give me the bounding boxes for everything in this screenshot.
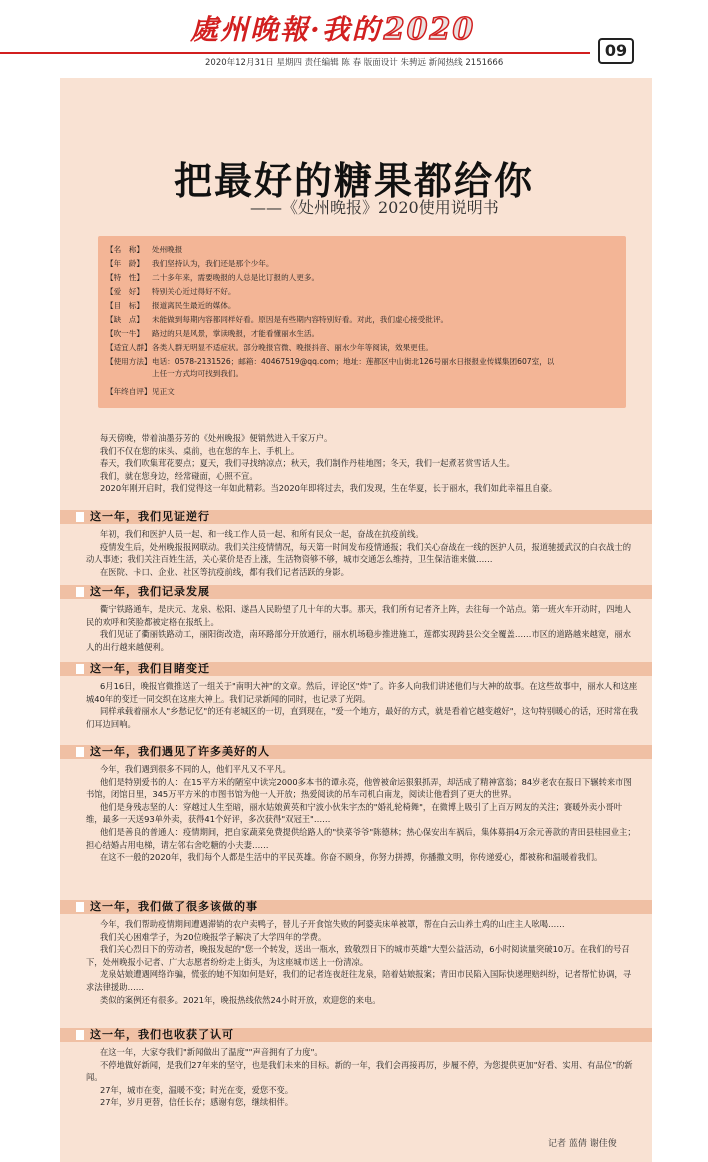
- section-paragraph: 龙泉姑娘遭遇网络诈骗，慌张的她不知如何是好，我们的记者连夜赶往龙泉，陪着姑娘报案；青田市民陷入国际快递理赔纠纷，记者帮忙协调，寻求法律援助……: [86, 969, 632, 992]
- info-key: 【特 性】: [106, 273, 144, 282]
- section-marker: [76, 664, 84, 674]
- section-heading: [60, 745, 652, 759]
- section-body: [86, 763, 638, 864]
- section-paragraph: 衢宁铁路通车，是庆元、龙泉、松阳、遂昌人民盼望了几十年的大事。那天，我们所有记者齐上阵，去往每一个站点。第一班火车开动时，四地人民的欢呼和笑脸都被定格在报纸上。: [86, 604, 632, 627]
- info-key: 【适宜人群】: [106, 343, 152, 352]
- info-row: [106, 342, 616, 353]
- section-title: 这一年，我们也收获了认可: [90, 1028, 234, 1041]
- masthead-paper: 處州晚報·: [190, 13, 322, 46]
- info-row: [106, 386, 616, 397]
- info-key: 【名 称】: [106, 245, 144, 254]
- masthead-year: 2020: [383, 12, 476, 47]
- section-paragraph: 在这不一般的2020年，我们每个人都是生活中的平民英雄。你奋不顾身，你努力拼搏，你播撒文明，你传递爱心，都被称和温暖着我们。: [100, 852, 603, 863]
- issue-line: 2020年12月31日 星期四 责任编辑 陈 春 版面设计 朱骋远 新闻热线 2151666: [205, 58, 504, 68]
- section-paragraph: 他们是善良的普通人：疫情期间，把自家蔬菜免费提供给路人的"快菜爷爷"陈德林；热心保安出车祸后，集体募捐4万余元善款的青田县桂园业主；担心结婚占用电梯，请左邻右舍吃糖的小夫妻……: [86, 826, 636, 850]
- section-paragraph: 他们是身残志坚的人：穿越过人生至暗，丽水姑娘黄英和宁波小伙朱宇杰的"婚礼轮椅舞"，在微博上吸引了上百万网友的关注；赛暖外卖小哥叶维，最多一天送93单外卖，获得41个好评，多次获得"双冠王"……: [86, 801, 623, 825]
- section-title: 这一年，我们遇见了许多美好的人: [90, 745, 270, 758]
- section-paragraph: 同样承载着丽水人"乡愁记忆"的还有老城区的一切，直到现在，"爱一个地方，最好的方式，就是看着它越变越好"，这句特别暖心的话，还时常在我们耳边回响。: [86, 706, 638, 729]
- header-rule: [0, 52, 590, 54]
- info-row: [106, 300, 616, 311]
- info-row: [106, 314, 616, 325]
- article-title: 把最好的糖果都给你: [173, 159, 534, 203]
- info-box: [98, 236, 626, 408]
- byline: 记者 蓝倩 谢佳俊: [548, 1139, 617, 1149]
- intro-paragraph: 2020年刚开启时，我们觉得这一年如此精彩。当2020年即将过去，我们发现，生在华夏，长于丽水，我们如此幸福且自豪。: [100, 483, 558, 494]
- info-value: 各类人群无明显不适症状。部分晚报官微、晚报抖音、丽水少年等阅读，效果更佳。: [152, 343, 433, 352]
- info-row: [106, 272, 616, 283]
- page-header: [0, 0, 708, 72]
- section-marker: [76, 747, 84, 757]
- info-value: 见正文: [152, 387, 175, 396]
- section-paragraph: 不停地做好新闻，是我们27年来的坚守，也是我们未来的目标。新的一年，我们会再接再厉，步履不停，为您提供更加"好看、实用、有品位"的新闻。: [86, 1059, 633, 1083]
- section-paragraph: 我们见证了衢丽铁路动工，丽阳街改造，南环路部分开放通行，丽水机场稳步推进施工，莲都实现跨县公交全覆盖……市区的道路越来越宽，丽水人的出行越来越便利。: [86, 629, 632, 652]
- info-key: 【爱 好】: [106, 287, 144, 296]
- section-paragraph: 类似的案例还有很多。2021年，晚报热线依然24小时开放，欢迎您的来电。: [100, 994, 381, 1005]
- info-value: 特别关心近过得好不好。: [152, 287, 236, 296]
- page-number: 09: [598, 38, 634, 64]
- section-title: 这一年，我们见证逆行: [90, 510, 210, 523]
- info-key: 【目 标】: [106, 301, 144, 310]
- section-title: 这一年，我们目睹变迁: [90, 662, 210, 675]
- section-paragraph: 在这一年，大家夸我们"新闻做出了温度""声音拥有了力度"。: [100, 1047, 323, 1057]
- info-value: 路过的只是风景，掌读晚报，才能看懂丽水生活。: [152, 329, 320, 338]
- info-row: [106, 286, 616, 297]
- info-value: 上任一方式均可找到我们。: [152, 369, 244, 378]
- section-marker: [76, 902, 84, 912]
- info-key: 【使用方法】: [106, 357, 152, 366]
- info-key: 【缺 点】: [106, 315, 144, 324]
- info-row: [106, 368, 616, 379]
- section-heading: [60, 510, 652, 524]
- section-body: [86, 603, 638, 653]
- info-value: 未能做到每期内容都同样好看。原因是有些期内容特别好看。对此，我们虚心接受批评。: [152, 315, 449, 324]
- info-key: 【年 龄】: [106, 259, 144, 268]
- masthead-title: 我的: [321, 13, 382, 46]
- section-body: [86, 680, 638, 730]
- section-heading: [60, 900, 652, 914]
- section-paragraph: 年初，我们和医护人员一起、和一线工作人员一起、和所有民众一起，奋战在抗疫前线。: [100, 529, 424, 539]
- section-heading: [60, 662, 652, 676]
- section-paragraph: 在医院、卡口、企业、社区等抗疫前线，都有我们记者活跃的身影。: [100, 566, 349, 577]
- article-subtitle: ——《处州晚报》2020使用说明书: [250, 198, 499, 217]
- intro-paragraph: 我们，就在您身边，经常碰面，心照不宣。: [100, 470, 258, 481]
- section-paragraph: 疫情发生后，处州晚报报网联动。我们关注疫情情况，每天第一时间发布疫情通报；我们关心奋战在一线的医护人员，报道驰援武汉的白衣战士的动人事迹；我们关注百姓生活，关心菜价是否上涨，生活物资够不够，城市交通怎么维持，卫生保洁谁来做……: [86, 541, 632, 565]
- section-paragraph: 他们是特别爱书的人：在15平方米的陋室中读完2000多本书的谭永亮，他曾被命运狠狠抓弄，却活成了精神富翁；84岁老农在报日下辗转来市图书馆，闭馆日里，345万平方米的市图书馆为他一人开放；热爱阅读的吊车司机白南龙，阅读让他看到了更大的世界。: [86, 776, 632, 800]
- masthead: [190, 8, 475, 48]
- section-paragraph: 我们关心烈日下的劳动者，晚报发起的"您一个转发，送出一瓶水，致敬烈日下的城市英雄"大型公益活动，6小时阅读量突破10万。在我们的号召下，处州晚报小记者、广大志愿者纷纷走上街头，为这座城市送上一份清凉。: [86, 944, 630, 967]
- section-paragraph: 27年，岁月更替，信任长存；感谢有您，继续相伴。: [100, 1097, 294, 1108]
- info-value: 处州晚报: [152, 245, 183, 254]
- section-title: 这一年，我们记录发展: [90, 585, 210, 598]
- section-body: [86, 918, 638, 1006]
- section-paragraph: 我们关心困难学子，为20位晚报学子解决了大学四年的学费。: [100, 931, 327, 942]
- info-row: [106, 356, 616, 367]
- section-marker: [76, 512, 84, 522]
- info-value: 报道离民生最近的媒体。: [152, 301, 236, 310]
- info-value: 电话：0578-2131526；邮箱：40467519@qq.com；地址：莲都区中山街北126号丽水日报报业传媒集团607室，以: [152, 357, 555, 366]
- section-paragraph: 27年，城市在变，温暖不变；时光在变，爱您不变。: [100, 1084, 294, 1095]
- section-body: [86, 1046, 638, 1109]
- intro-paragraph: 我们不仅在您的床头、桌前，也在您的车上、手机上。: [100, 445, 300, 456]
- info-key: 【年终自评】: [106, 387, 152, 396]
- intro-paragraph: 春天，我们吹集茸花要点；夏天，我们寻找纳凉点；秋天，我们制作丹桂地图；冬天，我们一起煮茗赏雪话人生。: [100, 458, 515, 469]
- section-marker: [76, 1030, 84, 1040]
- section-body: [86, 528, 638, 578]
- intro-text: [86, 432, 638, 495]
- info-row: [106, 258, 616, 269]
- info-value: 二十多年来，需要晚报的人总是比订报的人更多。: [152, 273, 320, 282]
- intro-paragraph: 每天傍晚，带着油墨芬芳的《处州晚报》便销然进入千家万户。: [100, 433, 333, 443]
- info-value: 我们坚持认为，我们还是那个少年。: [152, 259, 274, 268]
- section-paragraph: 6月16日，晚报官微推送了一组关于"南明大神"的文章。然后，评论区"炸"了。许多人向我们讲述他们与大神的故事。在这些故事中，丽水人和这座城40年的变迁一同交织在这座大神上。我们记录新闻的同时，也记录了光阴。: [86, 681, 638, 704]
- info-key: 【吹一牛】: [106, 329, 144, 338]
- info-row: [106, 244, 616, 255]
- section-paragraph: 今年，我们遇到很多不同的人，他们平凡又不平凡。: [100, 764, 291, 774]
- info-row: [106, 328, 616, 339]
- section-heading: [60, 585, 652, 599]
- section-paragraph: 今年，我们帮助疫情期间遭遇滞销的农户卖鸭子，替儿子开食馆失败的阿婆卖床单被罩，帮在白云山养土鸡的山庄主人吆喝……: [100, 919, 565, 929]
- section-marker: [76, 587, 84, 597]
- section-title: 这一年，我们做了很多该做的事: [90, 900, 258, 913]
- section-heading: [60, 1028, 652, 1042]
